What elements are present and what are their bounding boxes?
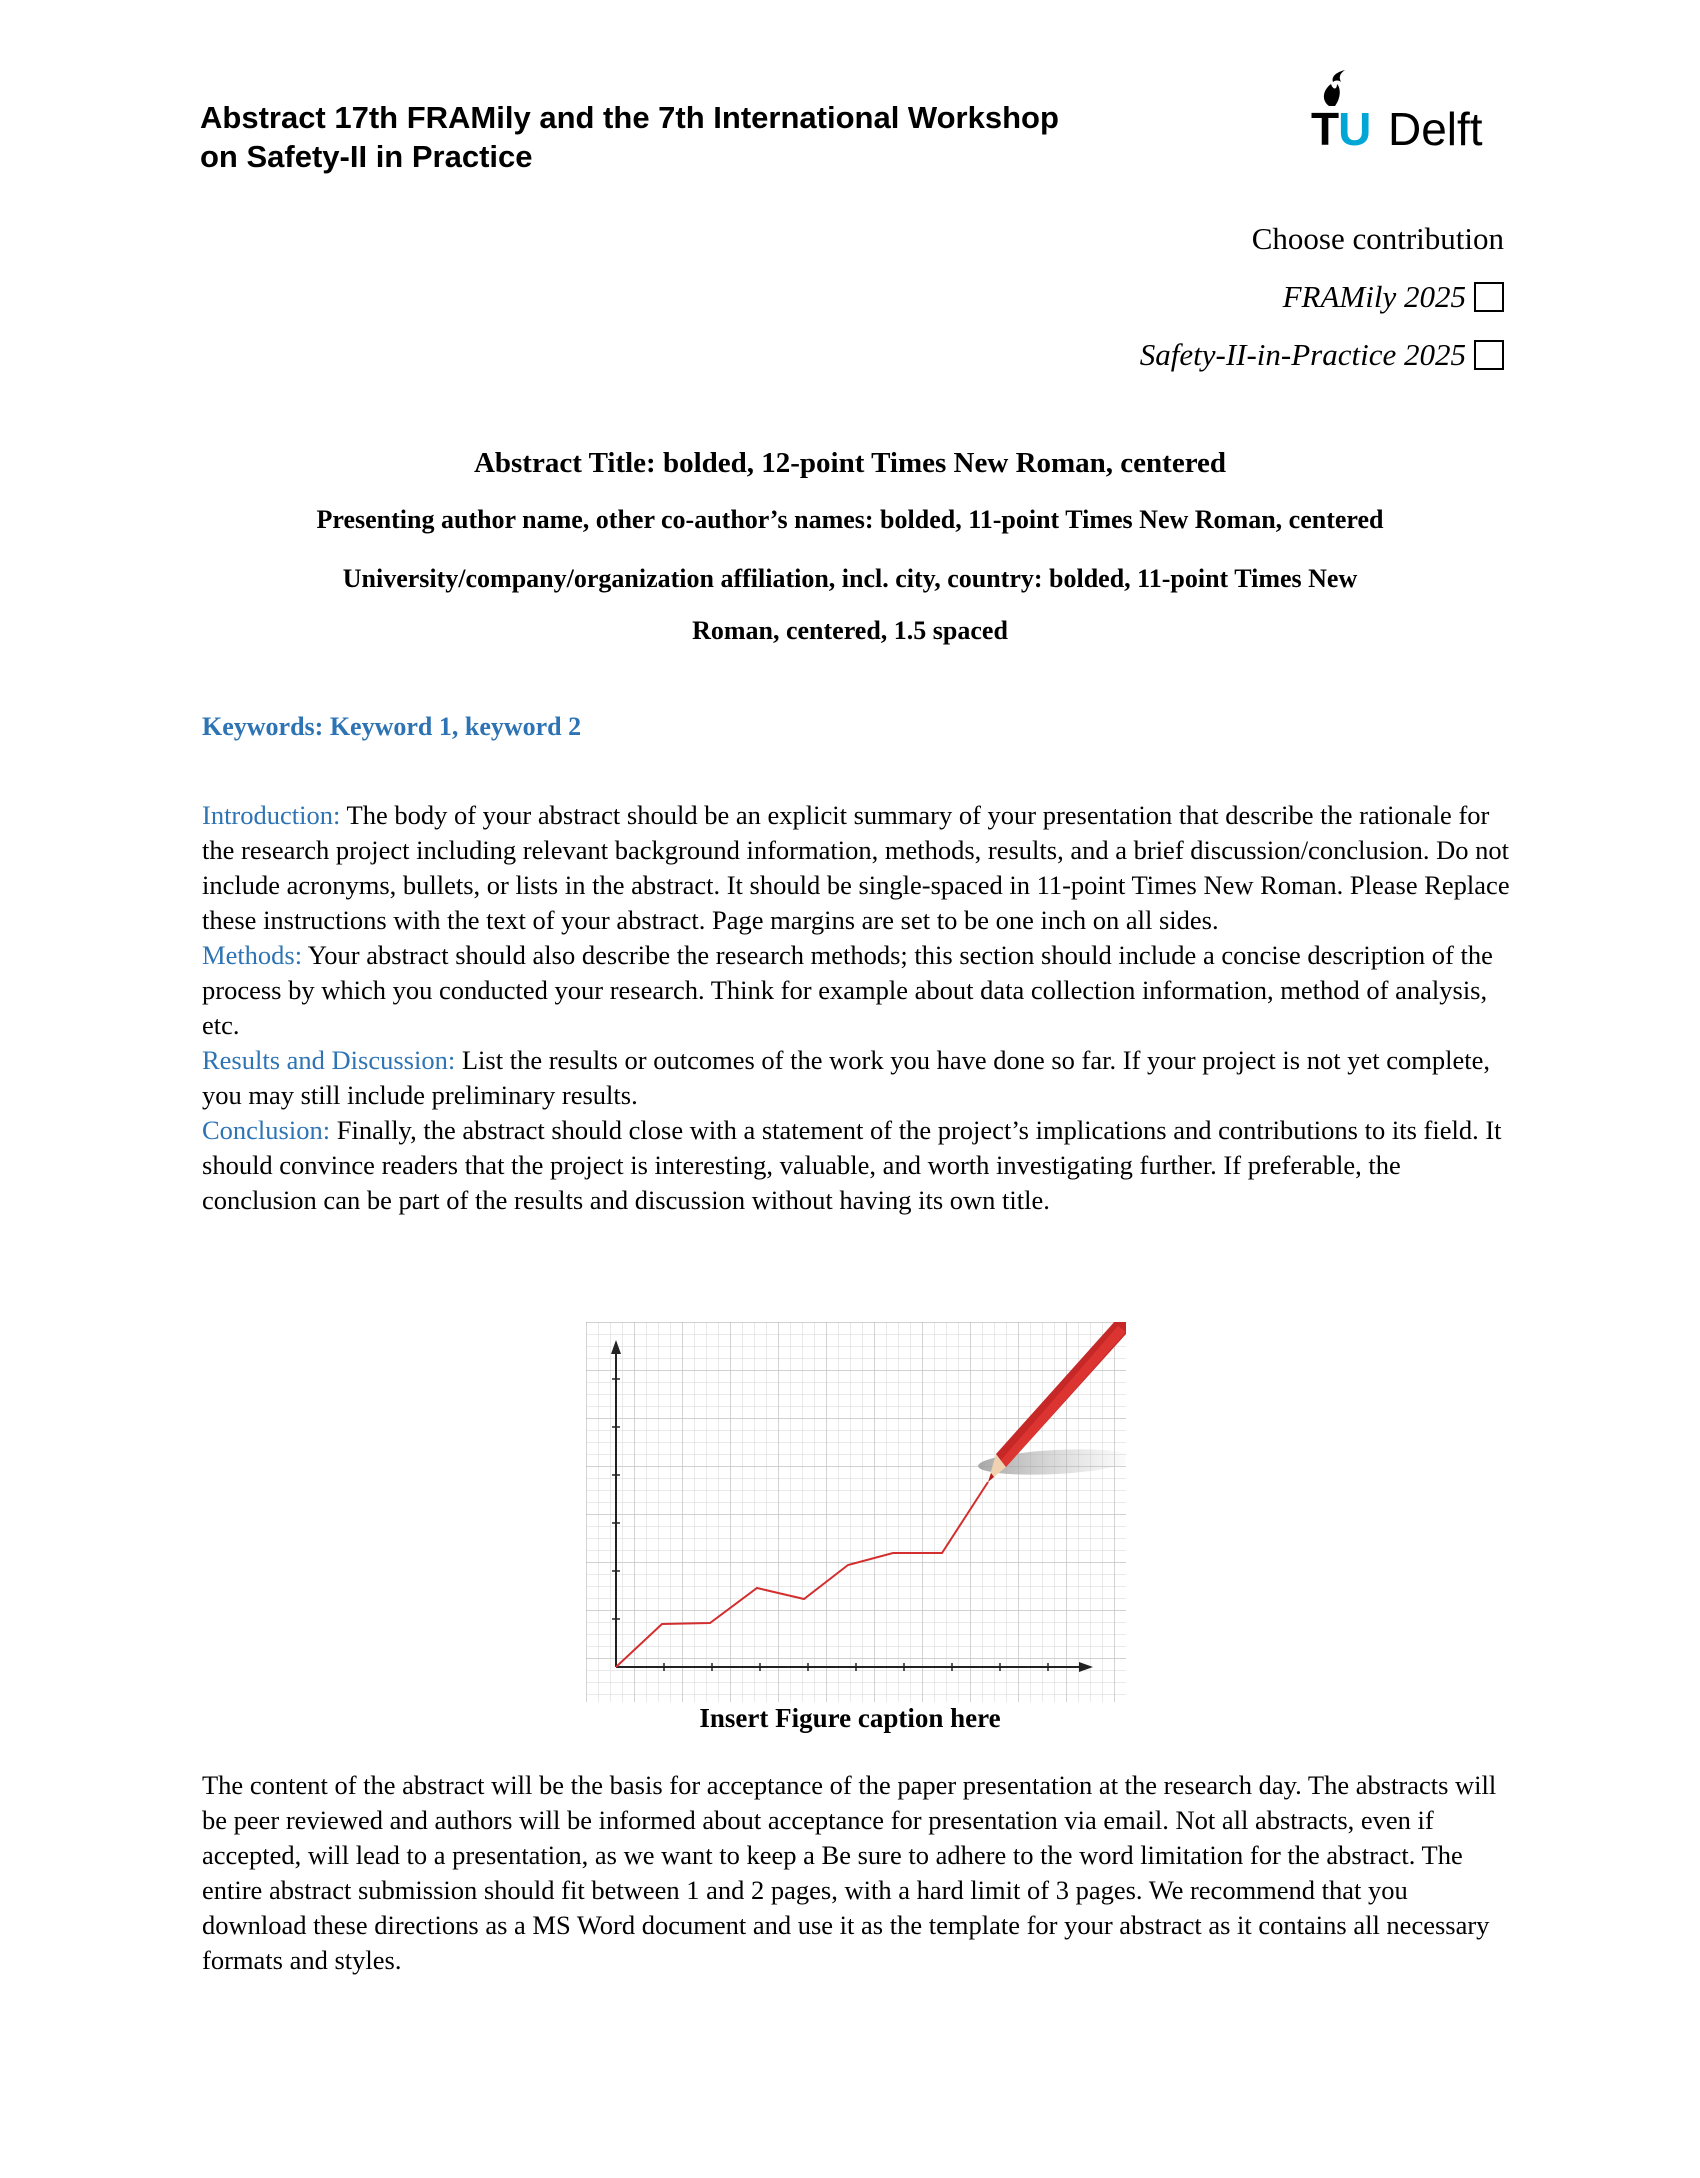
- checkbox-framily[interactable]: [1474, 282, 1504, 312]
- conclusion-text: Finally, the abstract should close with a statement of the project’s implications and contributions to its field. It should convince readers that the project is interesting, valuable, and worth investigating further. If preferable, the conclusion can be part of the results and discussion without having its own title.: [202, 1115, 1502, 1215]
- contribution-chooser: [1140, 210, 1504, 384]
- option-label-safety: Safety-II-in-Practice 2025: [1139, 337, 1466, 372]
- introduction-paragraph: [202, 798, 1512, 938]
- header-title-line2: on Safety-II in Practice: [200, 139, 533, 174]
- checkbox-safety[interactable]: [1474, 340, 1504, 370]
- figure-caption: Insert Figure caption here: [699, 1703, 1001, 1733]
- tu-delft-logo: [1305, 68, 1505, 155]
- figure-grid-background: [586, 1322, 1126, 1702]
- contribution-option-framily: [1140, 268, 1504, 326]
- figure-chart-image: [586, 1322, 1126, 1702]
- methods-label: Methods:: [202, 940, 303, 970]
- closing-paragraph: The content of the abstract will be the basis for acceptance of the paper presentation at the research day. The abstracts will be peer reviewed and authors will be informed about acceptance for presentation via email. Not all abstracts, even if accepted, will lead to a presentation, as we want to keep a Be sure to adhere to the word limitation for the abstract. The entire abstract submission should fit between 1 and 2 pages, with a hard limit of 3 pages. We recommend that you download these directions as a MS Word document and use it as the template for your abstract as it contains all necessary formats and styles.: [202, 1770, 1497, 1975]
- logo-tu-letters: TU: [1311, 103, 1371, 155]
- conclusion-paragraph: [202, 1113, 1512, 1218]
- flame-icon: [1311, 68, 1351, 108]
- methods-paragraph: [202, 938, 1512, 1043]
- results-text: List the results or outcomes of the work you have done so far. If your project is not yet complete, you may still include preliminary results.: [202, 1045, 1490, 1110]
- results-paragraph: [202, 1043, 1512, 1113]
- logo-tu-text: [1311, 103, 1371, 155]
- conclusion-label: Conclusion:: [202, 1115, 331, 1145]
- option-label-framily: FRAMily 2025: [1282, 279, 1466, 314]
- results-label: Results and Discussion:: [202, 1045, 456, 1075]
- abstract-body: [202, 798, 1512, 1218]
- abstract-authors: Presenting author name, other co-author’s names: bolded, 11-point Times New Roman, centered: [316, 505, 1384, 534]
- contribution-label-row: [1140, 210, 1504, 268]
- introduction-label: Introduction:: [202, 800, 341, 830]
- header-title-line1: Abstract 17th FRAMily and the 7th International Workshop: [200, 100, 1059, 135]
- document-header-title: [200, 98, 1200, 176]
- methods-text: Your abstract should also describe the research methods; this section should include a concise description of the process by which you conducted your research. Think for example about data collection information, method of analysis, etc.: [202, 940, 1493, 1040]
- logo-delft-text: Delft: [1388, 103, 1483, 155]
- keywords-line: Keywords: Keyword 1, keyword 2: [202, 712, 582, 741]
- abstract-title: Abstract Title: bolded, 12-point Times New Roman, centered: [473, 447, 1227, 479]
- abstract-affiliation: University/company/organization affiliation, incl. city, country: bolded, 11-point Times New Roman, centered, 1.5 spaced: [342, 564, 1358, 645]
- contribution-label: Choose contribution: [1251, 221, 1504, 256]
- contribution-option-safety: [1140, 326, 1504, 384]
- introduction-text: The body of your abstract should be an explicit summary of your presentation that describe the rationale for the research project including relevant background information, methods, results, and a brief discussion/conclusion. Do not include acronyms, bullets, or lists in the abstract. It should be single-spaced in 11-point Times New Roman. Please Replace these instructions with the text of your abstract. Page margins are set to be one inch on all sides.: [202, 800, 1510, 935]
